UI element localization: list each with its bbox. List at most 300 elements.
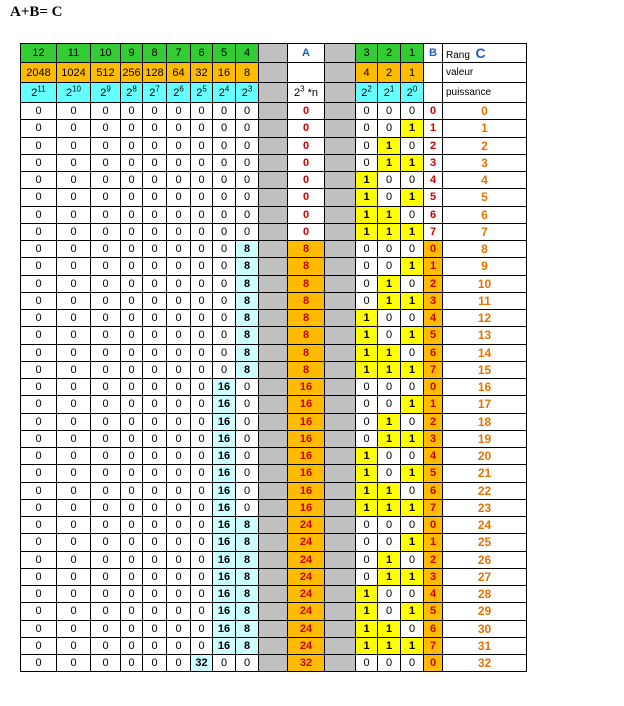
c-value-cell: 27 (443, 568, 527, 585)
column-a-header: A (288, 44, 325, 63)
digit-cell: 0 (236, 223, 259, 240)
c-value-cell: 30 (443, 620, 527, 637)
bit-cell: 1 (356, 327, 378, 344)
gap-cell (325, 189, 356, 206)
b-value-cell: 2 (424, 551, 443, 568)
digit-cell: 0 (121, 120, 143, 137)
value-header-cell: 16 (213, 63, 236, 83)
power-header-cell: $2^6$ (167, 83, 191, 103)
rang-label: Rang (446, 50, 470, 61)
gap-cell (259, 586, 288, 603)
digit-cell: 0 (91, 517, 121, 534)
digit-cell: 0 (191, 344, 213, 361)
a-value-cell: 16 (288, 465, 325, 482)
c-value-cell: 12 (443, 310, 527, 327)
gap-cell (259, 63, 288, 83)
table-row (21, 448, 527, 465)
a-value-cell: 8 (288, 327, 325, 344)
table-row (21, 327, 527, 344)
bit-cell: 0 (401, 206, 424, 223)
digit-cell: 0 (57, 327, 91, 344)
bit-cell: 1 (356, 223, 378, 240)
rank-header-cell: 2 (378, 44, 401, 63)
digit-cell: 0 (91, 413, 121, 430)
valeur-label: valeur (443, 63, 527, 83)
digit-cell: 0 (213, 275, 236, 292)
b-value-cell: 7 (424, 361, 443, 378)
a-value-cell: 16 (288, 413, 325, 430)
bit-cell: 0 (401, 172, 424, 189)
digit-cell: 8 (236, 534, 259, 551)
a-value-cell: 0 (288, 172, 325, 189)
a-value-cell: 24 (288, 517, 325, 534)
c-value-cell: 32 (443, 655, 527, 672)
digit-cell: 0 (143, 603, 167, 620)
c-value-cell: 7 (443, 223, 527, 240)
bit-cell: 1 (356, 499, 378, 516)
table-row (21, 413, 527, 430)
a-value-cell: 8 (288, 310, 325, 327)
digit-cell: 8 (236, 344, 259, 361)
bit-cell: 1 (356, 310, 378, 327)
digit-cell: 0 (21, 482, 57, 499)
power-header-cell: $2^9$ (91, 83, 121, 103)
c-value-cell: 21 (443, 465, 527, 482)
a-value-cell: 16 (288, 430, 325, 447)
digit-cell: 0 (167, 103, 191, 120)
digit-cell: 0 (121, 603, 143, 620)
digit-cell: 0 (236, 499, 259, 516)
digit-cell: 0 (167, 361, 191, 378)
digit-cell: 0 (21, 310, 57, 327)
bit-cell: 0 (356, 413, 378, 430)
digit-cell: 0 (213, 258, 236, 275)
bit-cell: 1 (378, 620, 401, 637)
digit-cell: 0 (57, 361, 91, 378)
bit-cell: 0 (356, 568, 378, 585)
gap-cell (325, 223, 356, 240)
digit-cell: 16 (213, 430, 236, 447)
digit-cell: 0 (167, 189, 191, 206)
digit-cell: 8 (236, 551, 259, 568)
gap-cell (325, 586, 356, 603)
value-header-cell: 2 (378, 63, 401, 83)
digit-cell: 0 (143, 465, 167, 482)
gap-cell (325, 413, 356, 430)
table-row (21, 103, 527, 120)
rank-header-cell: 7 (167, 44, 191, 63)
rang-c-header (443, 44, 527, 63)
digit-cell: 0 (213, 154, 236, 171)
digit-cell: 0 (121, 413, 143, 430)
c-value-cell: 25 (443, 534, 527, 551)
digit-cell: 0 (91, 655, 121, 672)
gap-cell (259, 189, 288, 206)
digit-cell: 0 (121, 551, 143, 568)
digit-cell: 0 (21, 258, 57, 275)
digit-cell: 0 (191, 206, 213, 223)
gap-cell (325, 534, 356, 551)
power-header-cell: $2^4$ (213, 83, 236, 103)
digit-cell: 0 (213, 310, 236, 327)
digit-cell: 0 (121, 396, 143, 413)
digit-cell: 0 (57, 655, 91, 672)
rank-header-cell: 8 (143, 44, 167, 63)
digit-cell: 0 (167, 258, 191, 275)
digit-cell: 16 (213, 517, 236, 534)
digit-cell: 0 (91, 154, 121, 171)
a-value-cell: 8 (288, 344, 325, 361)
table-row (21, 189, 527, 206)
digit-cell: 0 (191, 603, 213, 620)
power-header-cell: $2^0$ (401, 83, 424, 103)
bit-cell: 0 (356, 379, 378, 396)
digit-cell: 0 (91, 534, 121, 551)
digit-cell: 0 (91, 586, 121, 603)
bit-cell: 0 (401, 620, 424, 637)
digit-cell: 0 (91, 568, 121, 585)
value-header-cell: 128 (143, 63, 167, 83)
digit-cell: 0 (191, 120, 213, 137)
digit-cell: 0 (121, 223, 143, 240)
rank-header-cell: 1 (401, 44, 424, 63)
bit-cell: 1 (378, 223, 401, 240)
digit-cell: 0 (21, 430, 57, 447)
digit-cell: 0 (213, 223, 236, 240)
digit-cell: 0 (91, 551, 121, 568)
gap-cell (325, 379, 356, 396)
gap-cell (325, 551, 356, 568)
bit-cell: 0 (378, 379, 401, 396)
b-value-cell: 3 (424, 430, 443, 447)
gap-cell (325, 327, 356, 344)
gap-cell (259, 551, 288, 568)
gap-cell (259, 620, 288, 637)
gap-cell (325, 517, 356, 534)
table-row (21, 379, 527, 396)
c-value-cell: 20 (443, 448, 527, 465)
bit-cell: 1 (356, 448, 378, 465)
power-header-cell: $2^3$ (236, 83, 259, 103)
bit-cell: 0 (401, 275, 424, 292)
rank-header-cell: 5 (213, 44, 236, 63)
digit-cell: 0 (57, 413, 91, 430)
b-value-cell: 0 (424, 517, 443, 534)
digit-cell: 0 (121, 137, 143, 154)
column-b-header: B (424, 44, 443, 63)
gap-cell (259, 172, 288, 189)
digit-cell: 0 (121, 655, 143, 672)
digit-cell: 0 (91, 499, 121, 516)
bit-cell: 1 (378, 292, 401, 309)
table-row (21, 310, 527, 327)
bit-cell: 1 (401, 292, 424, 309)
digit-cell: 0 (213, 361, 236, 378)
digit-cell: 0 (21, 223, 57, 240)
digit-cell: 0 (57, 517, 91, 534)
digit-cell: 0 (121, 206, 143, 223)
rank-header-cell: 12 (21, 44, 57, 63)
digit-cell: 0 (213, 189, 236, 206)
digit-cell: 0 (21, 517, 57, 534)
digit-cell: 0 (191, 103, 213, 120)
c-value-cell: 2 (443, 137, 527, 154)
table-row (21, 172, 527, 189)
digit-cell: 16 (213, 568, 236, 585)
b-value-cell: 0 (424, 241, 443, 258)
digit-cell: 0 (57, 189, 91, 206)
b-value-cell: 1 (424, 534, 443, 551)
digit-cell: 0 (167, 465, 191, 482)
gap-cell (325, 603, 356, 620)
digit-cell: 0 (236, 172, 259, 189)
table-row (21, 499, 527, 516)
gap-cell (259, 137, 288, 154)
gap-cell (325, 292, 356, 309)
a-value-cell: 8 (288, 275, 325, 292)
digit-cell: 0 (143, 223, 167, 240)
digit-cell: 0 (91, 241, 121, 258)
value-header-cell: 2048 (21, 63, 57, 83)
digit-cell: 0 (121, 103, 143, 120)
digit-cell: 0 (57, 551, 91, 568)
c-value-cell: 5 (443, 189, 527, 206)
b-value-cell: 5 (424, 327, 443, 344)
bit-cell: 1 (378, 568, 401, 585)
bit-cell: 1 (401, 396, 424, 413)
value-header-cell: 1024 (57, 63, 91, 83)
column-b-blank (424, 63, 443, 83)
digit-cell: 0 (91, 258, 121, 275)
value-header-cell: 512 (91, 63, 121, 83)
bit-cell: 0 (378, 172, 401, 189)
digit-cell: 0 (143, 258, 167, 275)
bit-cell: 0 (401, 586, 424, 603)
bit-cell: 1 (378, 551, 401, 568)
c-value-cell: 16 (443, 379, 527, 396)
digit-cell: 0 (143, 482, 167, 499)
digit-cell: 0 (91, 430, 121, 447)
digit-cell: 0 (121, 310, 143, 327)
bit-cell: 0 (356, 154, 378, 171)
gap-cell (259, 655, 288, 672)
digit-cell: 0 (91, 379, 121, 396)
power-header-cell: $2^{11}$ (21, 83, 57, 103)
digit-cell: 0 (121, 568, 143, 585)
digit-cell: 0 (91, 275, 121, 292)
bit-cell: 1 (378, 275, 401, 292)
digit-cell: 0 (57, 534, 91, 551)
gap-cell (259, 154, 288, 171)
table-row (21, 430, 527, 447)
digit-cell: 8 (236, 637, 259, 654)
bit-cell: 1 (401, 189, 424, 206)
gap-cell (259, 396, 288, 413)
digit-cell: 8 (236, 620, 259, 637)
rank-header-cell: 3 (356, 44, 378, 63)
value-header-cell: 1 (401, 63, 424, 83)
gap-cell (325, 637, 356, 654)
digit-cell: 0 (167, 396, 191, 413)
a-value-cell: 0 (288, 206, 325, 223)
digit-cell: 0 (213, 172, 236, 189)
gap-cell (259, 206, 288, 223)
digit-cell: 0 (167, 517, 191, 534)
digit-cell: 0 (91, 396, 121, 413)
c-value-cell: 4 (443, 172, 527, 189)
digit-cell: 0 (57, 275, 91, 292)
digit-cell: 0 (21, 637, 57, 654)
bit-cell: 0 (401, 482, 424, 499)
gap-cell (325, 620, 356, 637)
bit-cell: 0 (378, 241, 401, 258)
digit-cell: 0 (57, 344, 91, 361)
b-value-cell: 1 (424, 120, 443, 137)
digit-cell: 0 (21, 534, 57, 551)
gap-cell (325, 465, 356, 482)
bit-cell: 0 (378, 396, 401, 413)
rank-header-cell: 10 (91, 44, 121, 63)
digit-cell: 0 (213, 103, 236, 120)
digit-cell: 0 (57, 448, 91, 465)
c-value-cell: 19 (443, 430, 527, 447)
a-value-cell: 8 (288, 241, 325, 258)
c-value-cell: 29 (443, 603, 527, 620)
c-value-cell: 8 (443, 241, 527, 258)
b-value-cell: 6 (424, 206, 443, 223)
digit-cell: 0 (57, 154, 91, 171)
table-row (21, 154, 527, 171)
digit-cell: 0 (57, 430, 91, 447)
value-header-cell: 8 (236, 63, 259, 83)
gap-cell (325, 361, 356, 378)
digit-cell: 0 (191, 361, 213, 378)
gap-cell (259, 241, 288, 258)
table-row (21, 223, 527, 240)
digit-cell: 0 (57, 499, 91, 516)
a-value-cell: 24 (288, 568, 325, 585)
bit-cell: 1 (378, 154, 401, 171)
rank-header-cell: 9 (121, 44, 143, 63)
a-value-cell: 24 (288, 551, 325, 568)
digit-cell: 16 (213, 586, 236, 603)
digit-cell: 0 (167, 292, 191, 309)
gap-cell (259, 310, 288, 327)
digit-cell: 0 (236, 103, 259, 120)
digit-cell: 16 (213, 620, 236, 637)
digit-cell: 0 (21, 448, 57, 465)
gap-cell (259, 448, 288, 465)
digit-cell: 0 (191, 448, 213, 465)
digit-cell: 0 (191, 292, 213, 309)
digit-cell: 0 (57, 223, 91, 240)
b-value-cell: 3 (424, 568, 443, 585)
a-value-cell: 24 (288, 586, 325, 603)
bit-cell: 0 (378, 448, 401, 465)
digit-cell: 0 (167, 603, 191, 620)
gap-cell (325, 499, 356, 516)
c-value-cell: 26 (443, 551, 527, 568)
bit-cell: 1 (356, 189, 378, 206)
digit-cell: 0 (167, 275, 191, 292)
digit-cell: 32 (191, 655, 213, 672)
bit-cell: 1 (401, 327, 424, 344)
digit-cell: 0 (143, 275, 167, 292)
a-value-cell: 32 (288, 655, 325, 672)
c-value-cell: 23 (443, 499, 527, 516)
gap-cell (259, 379, 288, 396)
digit-cell: 0 (191, 137, 213, 154)
digit-cell: 0 (213, 655, 236, 672)
digit-cell: 0 (236, 655, 259, 672)
bit-cell: 1 (401, 361, 424, 378)
digit-cell: 0 (121, 327, 143, 344)
gap-cell (259, 44, 288, 63)
bit-cell: 0 (356, 517, 378, 534)
digit-cell: 0 (121, 637, 143, 654)
digit-cell: 0 (236, 482, 259, 499)
gap-cell (325, 258, 356, 275)
b-value-cell: 4 (424, 172, 443, 189)
bit-cell: 0 (401, 379, 424, 396)
gap-cell (259, 465, 288, 482)
b-value-cell: 3 (424, 292, 443, 309)
c-value-cell: 22 (443, 482, 527, 499)
bit-cell: 0 (401, 310, 424, 327)
rank-header-cell: 6 (191, 44, 213, 63)
digit-cell: 0 (21, 292, 57, 309)
digit-cell: 0 (143, 499, 167, 516)
table-row (21, 361, 527, 378)
table-row (21, 292, 527, 309)
c-value-cell: 11 (443, 292, 527, 309)
b-value-cell: 5 (424, 465, 443, 482)
bit-cell: 0 (401, 137, 424, 154)
digit-cell: 0 (236, 465, 259, 482)
digit-cell: 0 (121, 189, 143, 206)
a-value-cell: 16 (288, 379, 325, 396)
digit-cell: 0 (57, 568, 91, 585)
a-value-cell: 0 (288, 103, 325, 120)
digit-cell: 0 (167, 620, 191, 637)
digit-cell: 0 (191, 637, 213, 654)
gap-cell (325, 482, 356, 499)
digit-cell: 0 (191, 241, 213, 258)
gap-cell (259, 568, 288, 585)
digit-cell: 8 (236, 327, 259, 344)
table-row (21, 534, 527, 551)
c-value-cell: 14 (443, 344, 527, 361)
table-row (21, 655, 527, 672)
table-row (21, 241, 527, 258)
binary-addition-table (20, 43, 527, 672)
digit-cell: 16 (213, 396, 236, 413)
power-header-cell: $2^7$ (143, 83, 167, 103)
digit-cell: 0 (143, 172, 167, 189)
table-row (21, 517, 527, 534)
digit-cell: 0 (91, 620, 121, 637)
digit-cell: 0 (236, 396, 259, 413)
b-value-cell: 4 (424, 586, 443, 603)
digit-cell: 8 (236, 603, 259, 620)
digit-cell: 0 (167, 120, 191, 137)
digit-cell: 0 (121, 292, 143, 309)
digit-cell: 0 (167, 637, 191, 654)
digit-cell: 0 (21, 241, 57, 258)
digit-cell: 0 (167, 223, 191, 240)
digit-cell: 0 (236, 379, 259, 396)
a-value-cell: 16 (288, 482, 325, 499)
